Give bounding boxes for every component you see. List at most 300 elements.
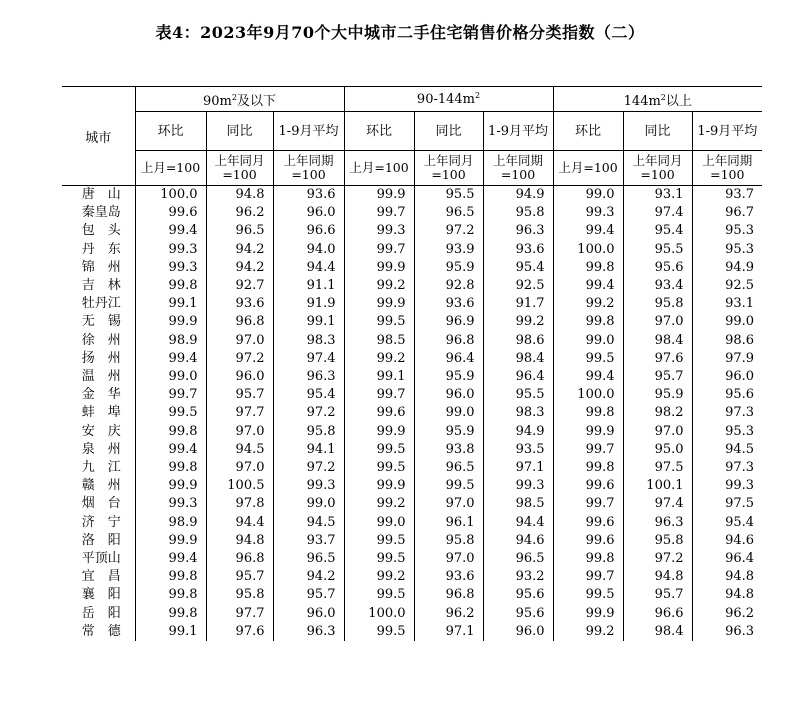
index-value: 99.5 [344, 532, 414, 550]
index-value: 95.9 [414, 259, 483, 277]
index-value: 99.8 [168, 587, 198, 603]
index-value: 94.6 [692, 532, 762, 550]
index-value: 99.0 [168, 369, 198, 385]
table-row [62, 459, 762, 477]
index-value: 99.5 [553, 586, 623, 604]
index-value: 97.3 [692, 404, 762, 422]
index-value: 91.1 [273, 277, 344, 295]
metric-header: 1-9月平均 [692, 112, 762, 151]
index-value: 93.2 [483, 568, 553, 586]
index-value: 99.8 [168, 460, 198, 476]
index-value: 99.1 [344, 368, 414, 386]
index-value: 95.7 [206, 386, 273, 404]
index-value: 96.3 [483, 222, 553, 240]
city-name: 安 庆 [62, 423, 135, 441]
city-name: 烟 台 [62, 495, 135, 513]
city-name: 常 德 [62, 623, 135, 641]
index-value: 95.4 [692, 514, 762, 532]
index-value: 94.8 [206, 532, 273, 550]
index-value: 99.5 [344, 313, 414, 331]
index-value: 99.7 [344, 241, 414, 259]
index-value: 95.5 [623, 241, 692, 259]
index-value: 99.6 [553, 514, 623, 532]
city-name: 襄 阳 [62, 586, 135, 604]
index-value: 96.3 [692, 623, 762, 641]
table-row [62, 332, 762, 350]
index-value: 94.1 [273, 441, 344, 459]
index-value: 99.8 [553, 313, 623, 331]
index-value: 94.5 [206, 441, 273, 459]
table-row [62, 386, 762, 404]
index-value: 94.8 [623, 568, 692, 586]
city-name: 赣 州 [62, 477, 135, 495]
index-value: 95.5 [483, 386, 553, 404]
index-value: 97.0 [206, 423, 273, 441]
index-value: 99.1 [168, 296, 198, 312]
index-value: 95.9 [414, 368, 483, 386]
index-value: 94.8 [692, 568, 762, 586]
index-value: 92.8 [414, 277, 483, 295]
index-value: 99.9 [344, 259, 414, 277]
index-value: 99.3 [168, 241, 198, 257]
table-row [62, 204, 762, 222]
index-value: 98.5 [344, 332, 414, 350]
index-value: 98.4 [623, 623, 692, 641]
index-value: 96.9 [414, 313, 483, 331]
city-name: 牡丹江 [62, 295, 135, 313]
table-row [62, 495, 762, 513]
index-value: 92.5 [692, 277, 762, 295]
index-value: 95.3 [692, 241, 762, 259]
index-value: 99.0 [273, 495, 344, 513]
city-name: 丹 东 [62, 241, 135, 259]
index-value: 99.8 [553, 404, 623, 422]
index-value: 99.2 [553, 623, 623, 641]
index-value: 95.6 [483, 605, 553, 623]
index-value: 98.3 [273, 332, 344, 350]
index-value: 99.4 [553, 222, 623, 240]
metric-header: 环比 [135, 112, 206, 151]
index-value: 99.3 [344, 222, 414, 240]
index-value: 96.3 [273, 623, 344, 641]
index-value: 97.7 [206, 605, 273, 623]
index-value: 94.6 [483, 532, 553, 550]
index-value: 99.9 [553, 605, 623, 623]
index-value: 97.0 [206, 459, 273, 477]
index-value: 95.3 [692, 222, 762, 240]
index-value: 97.6 [623, 350, 692, 368]
index-value: 99.5 [344, 623, 414, 641]
index-value: 97.0 [206, 332, 273, 350]
index-value: 94.9 [483, 423, 553, 441]
index-value: 99.1 [168, 623, 198, 639]
index-value: 99.8 [168, 423, 198, 439]
index-value: 99.7 [553, 441, 623, 459]
index-value: 95.5 [414, 186, 483, 205]
index-value: 98.4 [483, 350, 553, 368]
index-value: 93.1 [623, 186, 692, 205]
index-value: 96.7 [692, 204, 762, 222]
index-value: 97.4 [273, 350, 344, 368]
city-name: 平顶山 [62, 550, 135, 568]
index-value: 97.2 [273, 459, 344, 477]
index-value: 96.6 [273, 222, 344, 240]
index-value: 97.5 [623, 459, 692, 477]
table-row [62, 186, 762, 205]
index-value: 96.4 [692, 550, 762, 568]
table-row [62, 441, 762, 459]
table-row [62, 623, 762, 641]
metric-header: 1-9月平均 [273, 112, 344, 151]
index-value: 97.2 [273, 404, 344, 422]
index-value: 93.5 [483, 441, 553, 459]
index-value: 94.5 [273, 514, 344, 532]
city-name: 温 州 [62, 368, 135, 386]
base-header: 上年同期=100 [483, 151, 553, 186]
index-value: 99.2 [553, 295, 623, 313]
index-value: 96.2 [206, 204, 273, 222]
index-value: 94.9 [692, 259, 762, 277]
index-value: 95.9 [414, 423, 483, 441]
index-value: 99.5 [344, 441, 414, 459]
index-value: 95.0 [623, 441, 692, 459]
table-row [62, 222, 762, 240]
index-value: 96.3 [273, 368, 344, 386]
table-row [62, 368, 762, 386]
index-value: 94.4 [273, 259, 344, 277]
index-value: 99.5 [553, 350, 623, 368]
base-header: 上月=100 [135, 151, 206, 186]
index-value: 99.7 [553, 495, 623, 513]
index-value: 99.9 [168, 532, 198, 548]
index-value: 96.0 [692, 368, 762, 386]
city-name: 宜 昌 [62, 568, 135, 586]
index-value: 91.9 [273, 295, 344, 313]
index-value: 96.5 [206, 222, 273, 240]
index-value: 99.4 [553, 368, 623, 386]
index-value: 99.8 [168, 278, 198, 294]
index-value: 95.7 [206, 568, 273, 586]
index-value: 99.3 [483, 477, 553, 495]
index-value: 97.5 [692, 495, 762, 513]
base-header: 上月=100 [553, 151, 623, 186]
table-row [62, 568, 762, 586]
city-name: 九 江 [62, 459, 135, 477]
index-value: 95.6 [623, 259, 692, 277]
index-value: 95.6 [692, 386, 762, 404]
index-value: 96.0 [414, 386, 483, 404]
index-value: 99.4 [553, 277, 623, 295]
index-value: 98.2 [623, 404, 692, 422]
index-value: 97.8 [206, 495, 273, 513]
index-value: 97.4 [623, 204, 692, 222]
index-value: 95.7 [623, 586, 692, 604]
index-value: 95.7 [273, 586, 344, 604]
index-value: 96.5 [273, 550, 344, 568]
index-value: 95.7 [623, 368, 692, 386]
index-value: 94.9 [483, 186, 553, 205]
city-name: 吉 林 [62, 277, 135, 295]
index-value: 99.3 [553, 204, 623, 222]
index-value: 95.8 [483, 204, 553, 222]
index-value: 97.0 [414, 495, 483, 513]
index-value: 93.7 [692, 186, 762, 205]
index-value: 94.4 [206, 514, 273, 532]
index-value: 99.0 [344, 514, 414, 532]
table-row [62, 586, 762, 604]
index-value: 94.5 [692, 441, 762, 459]
index-value: 99.7 [168, 387, 198, 403]
index-value: 99.0 [414, 404, 483, 422]
index-value: 96.5 [414, 459, 483, 477]
city-name: 蚌 埠 [62, 404, 135, 422]
city-name: 金 华 [62, 386, 135, 404]
base-header: 上年同月=100 [623, 151, 692, 186]
index-value: 96.2 [414, 605, 483, 623]
index-value: 99.2 [344, 277, 414, 295]
index-value: 97.0 [623, 313, 692, 331]
city-name: 唐 山 [62, 186, 135, 205]
index-value: 94.8 [206, 186, 273, 205]
index-value: 97.4 [623, 495, 692, 513]
index-value: 95.8 [623, 295, 692, 313]
base-header: 上年同月=100 [414, 151, 483, 186]
index-value: 99.9 [168, 478, 198, 494]
city-name: 无 锡 [62, 313, 135, 331]
index-value: 100.0 [160, 187, 198, 202]
index-value: 99.9 [344, 186, 414, 205]
index-value: 93.8 [414, 441, 483, 459]
index-value: 99.6 [553, 532, 623, 550]
index-value: 99.4 [168, 350, 198, 366]
index-value: 95.4 [623, 222, 692, 240]
city-name: 泉 州 [62, 441, 135, 459]
index-value: 95.6 [483, 586, 553, 604]
index-value: 96.0 [483, 623, 553, 641]
index-value: 99.4 [168, 223, 198, 239]
index-value: 94.4 [483, 514, 553, 532]
index-value: 99.0 [692, 313, 762, 331]
index-value: 91.7 [483, 295, 553, 313]
base-header: 上年同月=100 [206, 151, 273, 186]
index-value: 99.9 [168, 314, 198, 330]
city-name: 徐 州 [62, 332, 135, 350]
table-row [62, 241, 762, 259]
index-value: 97.2 [414, 222, 483, 240]
index-value: 95.8 [206, 586, 273, 604]
index-value: 96.8 [414, 332, 483, 350]
index-value: 99.9 [553, 423, 623, 441]
index-value: 98.6 [483, 332, 553, 350]
city-name: 包 头 [62, 222, 135, 240]
index-value: 99.8 [553, 259, 623, 277]
index-value: 100.0 [553, 386, 623, 404]
index-value: 96.1 [414, 514, 483, 532]
index-value: 98.6 [692, 332, 762, 350]
index-value: 94.2 [273, 568, 344, 586]
index-value: 93.1 [692, 295, 762, 313]
table-row [62, 514, 762, 532]
index-value: 99.2 [483, 313, 553, 331]
index-value: 95.3 [692, 423, 762, 441]
index-value: 95.8 [273, 423, 344, 441]
index-value: 96.4 [414, 350, 483, 368]
index-value: 99.8 [553, 550, 623, 568]
index-value: 96.3 [623, 514, 692, 532]
city-name: 秦皇岛 [62, 204, 135, 222]
metric-header: 同比 [206, 112, 273, 151]
index-value: 99.2 [344, 350, 414, 368]
table-row [62, 295, 762, 313]
base-header: 上年同期=100 [273, 151, 344, 186]
index-value: 94.2 [206, 241, 273, 259]
table-row [62, 313, 762, 331]
index-value: 99.5 [344, 586, 414, 604]
page-title: 表4：2023年9月70个大中城市二手住宅销售价格分类指数（二） [155, 23, 645, 42]
table-row [62, 277, 762, 295]
index-value: 99.7 [553, 568, 623, 586]
index-value: 99.7 [344, 204, 414, 222]
index-value: 93.4 [623, 277, 692, 295]
index-value: 99.9 [344, 295, 414, 313]
metric-header: 环比 [344, 112, 414, 151]
index-value: 95.8 [623, 532, 692, 550]
index-value: 92.5 [483, 277, 553, 295]
city-column-header: 城市 [62, 87, 135, 186]
index-value: 93.6 [206, 295, 273, 313]
index-value: 99.4 [168, 551, 198, 567]
index-value: 100.5 [206, 477, 273, 495]
index-value: 97.6 [206, 623, 273, 641]
index-value: 97.1 [414, 623, 483, 641]
index-value: 97.9 [692, 350, 762, 368]
table-body [62, 186, 762, 642]
index-value: 99.8 [553, 459, 623, 477]
index-value: 99.3 [168, 496, 198, 512]
index-value: 99.5 [414, 477, 483, 495]
index-value: 99.5 [344, 459, 414, 477]
index-value: 99.3 [273, 477, 344, 495]
city-name: 洛 阳 [62, 532, 135, 550]
base-header: 上年同期=100 [692, 151, 762, 186]
index-value: 96.0 [273, 605, 344, 623]
index-value: 96.0 [206, 368, 273, 386]
index-value: 99.2 [344, 495, 414, 513]
index-value: 93.6 [414, 568, 483, 586]
table-header [62, 87, 762, 186]
index-value: 95.9 [623, 386, 692, 404]
metric-header: 同比 [623, 112, 692, 151]
table-row [62, 477, 762, 495]
index-value: 93.6 [483, 241, 553, 259]
index-value: 98.4 [623, 332, 692, 350]
index-value: 99.8 [168, 569, 198, 585]
table-row [62, 259, 762, 277]
index-value: 99.4 [168, 441, 198, 457]
table-row [62, 404, 762, 422]
index-value: 98.3 [483, 404, 553, 422]
index-value: 93.6 [273, 186, 344, 205]
index-value: 99.3 [168, 259, 198, 275]
base-header-row [62, 151, 762, 186]
index-value: 96.8 [206, 550, 273, 568]
metric-header: 同比 [414, 112, 483, 151]
index-value: 97.7 [206, 404, 273, 422]
index-value: 100.1 [623, 477, 692, 495]
metric-header: 环比 [553, 112, 623, 151]
index-value: 98.9 [168, 514, 198, 530]
index-value: 100.0 [553, 241, 623, 259]
base-header: 上月=100 [344, 151, 414, 186]
index-value: 99.0 [553, 332, 623, 350]
city-name: 岳 阳 [62, 605, 135, 623]
index-value: 99.0 [553, 186, 623, 205]
index-value: 99.6 [344, 404, 414, 422]
index-value: 99.9 [344, 477, 414, 495]
index-value: 97.1 [483, 459, 553, 477]
index-value: 99.6 [168, 205, 198, 221]
index-value: 97.3 [692, 459, 762, 477]
index-value: 97.0 [623, 423, 692, 441]
index-value: 95.4 [483, 259, 553, 277]
index-value: 95.8 [414, 532, 483, 550]
metric-header: 1-9月平均 [483, 112, 553, 151]
table-row [62, 605, 762, 623]
index-value: 93.7 [273, 532, 344, 550]
index-value: 99.8 [168, 605, 198, 621]
table-row [62, 550, 762, 568]
index-value: 99.3 [692, 477, 762, 495]
index-value: 94.0 [273, 241, 344, 259]
index-value: 99.5 [168, 405, 198, 421]
index-value: 97.2 [206, 350, 273, 368]
index-value: 98.9 [168, 332, 198, 348]
group-header-medium: $90-144m^2$ [344, 87, 553, 112]
index-value: 92.7 [206, 277, 273, 295]
index-value: 93.9 [414, 241, 483, 259]
index-value: 96.5 [414, 204, 483, 222]
index-value: 96.0 [273, 204, 344, 222]
index-value: 99.2 [344, 568, 414, 586]
index-value: 96.4 [483, 368, 553, 386]
index-value: 97.0 [414, 550, 483, 568]
index-value: 100.0 [344, 605, 414, 623]
city-name: 锦 州 [62, 259, 135, 277]
index-value: 96.8 [206, 313, 273, 331]
table-row [62, 423, 762, 441]
index-value: 99.7 [344, 386, 414, 404]
city-name: 济 宁 [62, 514, 135, 532]
index-value: 94.8 [692, 586, 762, 604]
table-row [62, 350, 762, 368]
index-value: 98.5 [483, 495, 553, 513]
index-value: 99.5 [344, 550, 414, 568]
table-row [62, 532, 762, 550]
metric-header-row [62, 112, 762, 151]
index-value: 96.2 [692, 605, 762, 623]
index-value: 93.6 [414, 295, 483, 313]
index-value: 97.2 [623, 550, 692, 568]
index-value: 95.4 [273, 386, 344, 404]
group-header-small: $90m^2$及以下 [135, 87, 344, 112]
index-value: 96.8 [414, 586, 483, 604]
index-value: 96.6 [623, 605, 692, 623]
index-value: 99.9 [344, 423, 414, 441]
group-header-large: $144m^2$以上 [553, 87, 762, 112]
index-value: 96.5 [483, 550, 553, 568]
index-value: 99.1 [273, 313, 344, 331]
index-value: 94.2 [206, 259, 273, 277]
